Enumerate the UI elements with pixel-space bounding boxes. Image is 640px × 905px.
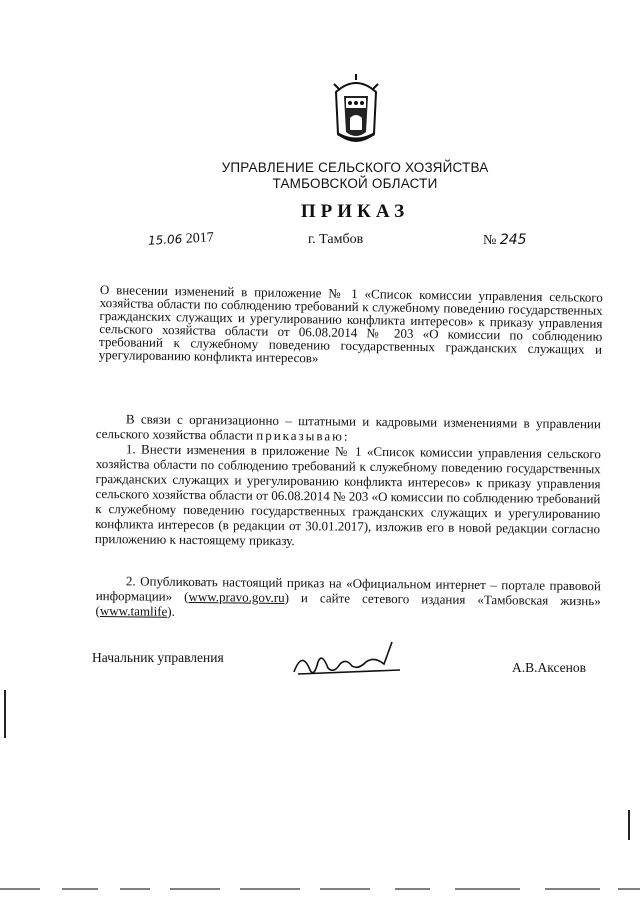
handwritten-signature [288, 640, 408, 680]
org-line-1: УПРАВЛЕНИЕ СЕЛЬСКОГО ХОЗЯЙСТВА [221, 160, 489, 175]
document-city: г. Тамбов [308, 232, 364, 247]
organization-name [210, 160, 500, 192]
pravo-link[interactable]: www.pravo.gov.ru [188, 588, 285, 605]
order-word: приказываю: [256, 427, 350, 444]
item2-text-2: ) и сайте сетевого издания «Тамбовская жизнь» ( [95, 589, 601, 619]
document-date [148, 230, 215, 249]
scan-edge-mark [4, 690, 6, 738]
order-item-2 [96, 573, 601, 623]
number-label: № [483, 233, 497, 248]
handwritten-number: 245 [499, 232, 527, 248]
scan-artifact-line [0, 886, 640, 892]
item2-text-1: 2. Опубликовать настоящий приказ на «Официальном интернет – портале правовой информации» ( [95, 573, 601, 604]
org-line-2: ТАМБОВСКОЙ ОБЛАСТИ [272, 176, 438, 191]
coat-of-arms-emblem [326, 72, 386, 150]
document-type-title: ПРИКАЗ [300, 201, 410, 222]
preamble-text: В связи с организационно – штатными и кадровыми изменениями в управлении сельского хозяйства области [95, 411, 601, 443]
item2-text-3: ). [167, 603, 176, 619]
scan-edge-mark [628, 810, 630, 840]
order-subject: О внесении изменений в приложение № 1 «Список комиссии управления сельского хозяйства области по соблюдению требований к служебному поведению государственных гражданских служащих и урегулированию конфликта интересов» к приказу управления сельского хозяйства области от 06.08.2014 № 203 «О комиссии по соблюдению требований к служебному поведению государственных гражданских служащих и урегулированию конфликта интересов» [98, 282, 603, 366]
tamlife-link[interactable]: www.tamlife [99, 603, 168, 619]
signatory-name: А.В.Аксенов [512, 660, 586, 675]
signatory-position: Начальник управления [92, 650, 224, 665]
document-number [483, 232, 527, 249]
order-item-1: 1. Внести изменения в приложение № 1 «Список комиссии управления сельского хозяйства области по соблюдению требований к служебному поведению государственных гражданских служащих и урегулированию конфликта интересов» к приказу управления сельского хозяйства области от 06.08.2014 № 203 «О комиссии по соблюдению требований к служебному поведению государственных гражданских служащих и урегулированию конфликта интересов (в редакции от 30.01.2017), изложив его в новой редакции согласно приложению к настоящему приказу. [94, 441, 601, 549]
document-year: 2017 [185, 230, 215, 247]
handwritten-date: 15.06 [147, 231, 183, 248]
